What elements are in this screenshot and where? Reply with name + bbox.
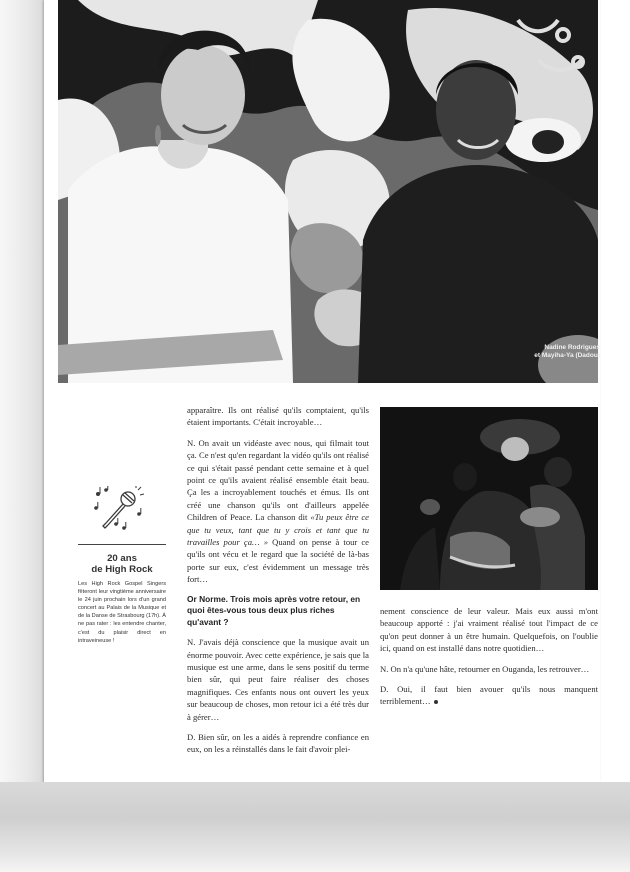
secondary-photo [380,407,598,590]
scan-left-margin [0,0,46,790]
article-text: N. On avait un vidéaste avec nous, qui filmait tout ça. Ce n'est qu'en regardant la vidéo qu'ils ont réalisé ce qui s'était passé pendant cette semaine et à quel point ce qu'ils avaient réalisé ensemble était beau. Ça les a incroyablement touchés et émus. Ils ont créé une chanson qu'ils ont d'ailleurs appelée Children of Peace. La chanson dit [187,437,369,523]
sidebar-divider [78,544,166,545]
photo-caption [480,344,600,360]
question-text: Trois mois après votre retour, en quoi êtes-vous tous deux plus riches qu'avant ? [187,593,361,627]
microphone-music-notes-icon [92,486,146,532]
article-paragraph: D. Bien sûr, on les a aidés à reprendre confiance en eux, on les a réinstallés dans le fait d'avoir plei- [187,732,369,755]
question-label: Or Norme. [187,593,228,604]
article-text: Quand on pense à tour ce qu'ils ont vécu et le regard que la société de là-bas porte sur eux, c'est évidemment un message très fort… [187,537,369,585]
article-quote: «Tu peux être ce que tu veux, tant que tu y crois et tant que tu travailles pour ça… » [187,512,369,548]
article-paragraph: nement conscience de leur valeur. Mais eux aussi m'ont beaucoup apporté : j'ai vraiment réalisé tout l'impact de ce qu'on peut donner à un être humain. Quelquefois, on l'oublie ici, quand on est installé dans notre quotidien… [380,606,598,654]
article-paragraph [187,437,369,586]
sidebar-body: Les High Rock Gospel Singers fêteront leur vingtième anniversaire le 24 juin prochain lors d'un grand concert au Palais de la Musique et de la Danse de Strasbourg (17h). À ne pas rater : les entendre chanter, c'est du plaisir direct en intraveineuse ! [78,581,166,644]
article-text: D. Oui, il faut bien avouer qu'ils nous manquent terriblement… [380,684,598,707]
sidebar-title [78,553,166,575]
article-paragraph: N. J'avais déjà conscience que la musique avait un énorme pouvoir. Avec cette expérience, je sais que la musique est une arme, dans le sens positif du terme bien sûr, qui peut faire réaliser des choses magnifiques. Ces enfants nous ont ouvert les yeux sur beaucoup de choses, mon retour ici a été très dur à gérer… [187,637,369,722]
article-paragraph: apparaître. Ils ont réalisé qu'ils comptaient, qu'ils étaient importants. C'était incroyable… [187,405,369,428]
scan-bottom-margin [0,782,630,872]
article-column-right [380,605,598,716]
end-of-article-icon [434,700,438,704]
article-column-middle [187,404,369,764]
main-photo [58,0,598,383]
interview-question [187,594,369,629]
article-paragraph: N. On n'a qu'une hâte, retourner en Ouganda, les retrouver… [380,663,590,674]
sidebar-title-line-2: de High Rock [91,564,153,575]
sidebar-title-line-1: 20 ans [107,553,137,564]
caption-line-2: et Mayiha-Ya (Dadou) [534,352,600,359]
caption-line-1: Nadine Rodrigues [544,344,600,351]
main-photo-illustration [58,0,598,383]
article-paragraph [380,683,598,708]
secondary-photo-illustration [380,407,598,590]
sidebar-box [78,486,166,645]
